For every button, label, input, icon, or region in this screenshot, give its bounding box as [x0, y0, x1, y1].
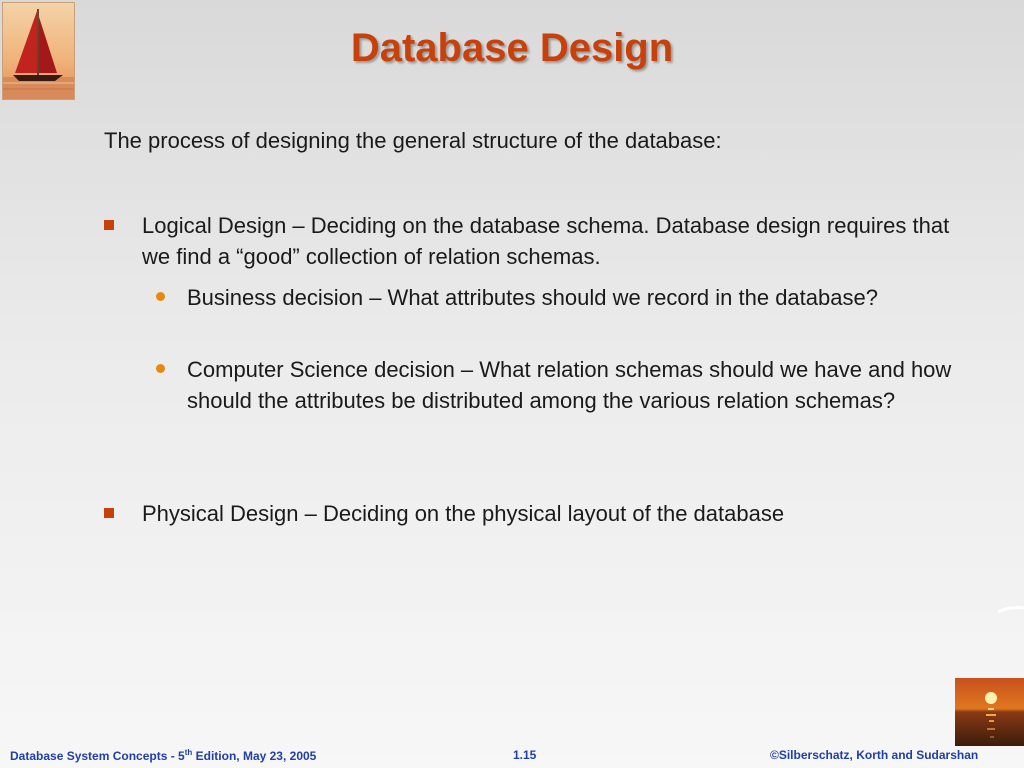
bullet-text: Physical Design – Deciding on the physical layout of the database — [142, 501, 785, 526]
footer-book-title — [10, 748, 316, 763]
footer-left-sup: th — [184, 748, 193, 757]
bullet-text: Logical Design – Deciding on the database schema. Database design requires that we find a “good” collection of relation schemas. — [142, 213, 950, 269]
square-bullet-icon — [104, 508, 114, 518]
footer-left-suffix: Edition, May 23, 2005 — [192, 749, 317, 763]
sunset-corner-image — [955, 678, 1024, 746]
footer-left-prefix: Database System Concepts - 5 — [10, 749, 185, 763]
sub-bullet-text: Computer Science decision – What relation schemas should we have and how should the attributes be distributed among the various relation schemas? — [187, 357, 952, 413]
footer-slide-number: 1.15 — [513, 748, 537, 762]
square-bullet-icon — [104, 220, 114, 230]
intro-text: The process of designing the general structure of the database: — [104, 128, 722, 153]
sub-bullet-text: Business decision – What attributes should we record in the database? — [187, 285, 878, 310]
round-bullet-icon — [156, 364, 165, 373]
footer-copyright: ©Silberschatz, Korth and Sudarshan — [770, 748, 979, 762]
decorative-swoosh — [998, 606, 1024, 614]
round-bullet-icon — [156, 292, 165, 301]
slide-title: Database Design — [350, 26, 674, 70]
